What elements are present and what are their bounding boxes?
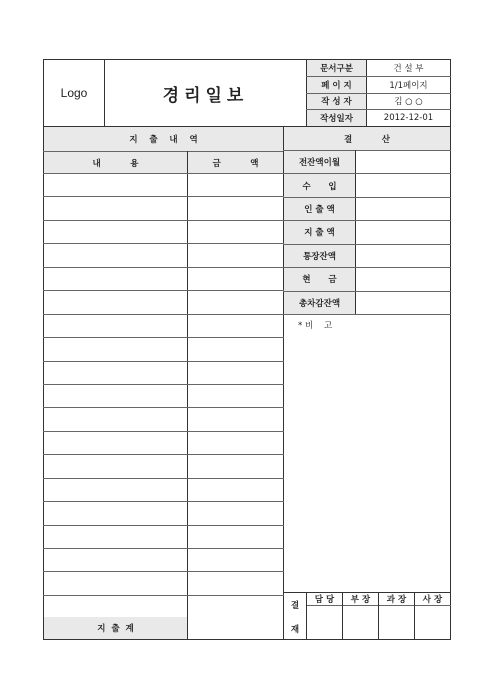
settlement-row-value[interactable] — [356, 268, 450, 290]
expense-row[interactable] — [44, 479, 283, 501]
signature-box-staff[interactable] — [307, 606, 342, 639]
settlement-row-value[interactable] — [356, 221, 450, 243]
approval-label-top: 결 — [290, 601, 300, 611]
expenses-col-amount: 금 액 — [188, 152, 283, 173]
expense-row[interactable] — [44, 408, 283, 430]
expense-row[interactable] — [44, 197, 283, 219]
approval-role-section-chief: 과 장 — [386, 595, 407, 605]
meta-label: 작성일자 — [307, 110, 366, 126]
settlement-row-label: 전잔액이월 — [284, 151, 355, 173]
expense-row[interactable] — [44, 596, 283, 618]
expenses-total-label: 지 출 계 — [44, 617, 187, 639]
meta-label: 문서구분 — [307, 60, 366, 76]
expense-row[interactable] — [44, 338, 283, 360]
expense-row[interactable] — [44, 526, 283, 548]
meta-label: 페 이 지 — [307, 77, 366, 93]
logo: Logo — [60, 86, 88, 100]
signature-box-section-chief[interactable] — [379, 606, 414, 639]
settlement-section-title: 결 산 — [284, 127, 450, 150]
expense-row[interactable] — [44, 362, 283, 384]
approval-role-staff: 담 당 — [314, 595, 335, 605]
expense-row[interactable] — [44, 244, 283, 266]
settlement-row-value[interactable] — [356, 292, 450, 314]
signature-box-president[interactable] — [415, 606, 450, 639]
meta-value: 2012-12-01 — [383, 113, 434, 124]
expense-row[interactable] — [44, 432, 283, 454]
approval-role-president: 사 장 — [422, 595, 443, 605]
expense-row[interactable] — [44, 268, 283, 290]
page-title: 경리일보 — [162, 85, 249, 106]
approval-label-bottom: 재 — [290, 625, 300, 635]
expenses-col-content: 내 용 — [44, 152, 187, 173]
meta-value: 1/1페이지 — [389, 80, 428, 91]
expense-row[interactable] — [44, 502, 283, 524]
expense-row[interactable] — [44, 549, 283, 571]
expense-row[interactable] — [44, 455, 283, 477]
settlement-row-value[interactable] — [356, 151, 450, 173]
expenses-total-value[interactable] — [188, 617, 283, 639]
expense-row[interactable] — [44, 572, 283, 594]
expenses-section-title: 지 출 내 역 — [44, 127, 283, 151]
settlement-row-line — [283, 314, 451, 315]
expense-row[interactable] — [44, 385, 283, 407]
settlement-row-label: 통장잔액 — [284, 245, 355, 267]
settlement-row-label: 수 입 — [284, 174, 355, 196]
meta-label: 작 성 자 — [307, 94, 366, 110]
settlement-row-value[interactable] — [356, 198, 450, 220]
expense-row[interactable] — [44, 315, 283, 337]
settlement-row-value[interactable] — [356, 174, 450, 196]
expense-row[interactable] — [44, 291, 283, 313]
meta-value: 김 ○ ○ — [394, 97, 423, 108]
meta-value: 건 설 부 — [393, 63, 424, 74]
remarks-label: * 비 고 — [298, 321, 333, 331]
settlement-row-value[interactable] — [356, 245, 450, 267]
approval-role-department-head: 부 장 — [350, 595, 371, 605]
settlement-row-label: 총차감잔액 — [284, 292, 355, 314]
signature-box-department-head[interactable] — [343, 606, 378, 639]
expense-row[interactable] — [44, 221, 283, 243]
settlement-row-label: 인 출 액 — [284, 198, 355, 220]
expense-row[interactable] — [44, 174, 283, 196]
settlement-row-label: 현 금 — [284, 268, 355, 290]
settlement-row-label: 지 출 액 — [284, 221, 355, 243]
